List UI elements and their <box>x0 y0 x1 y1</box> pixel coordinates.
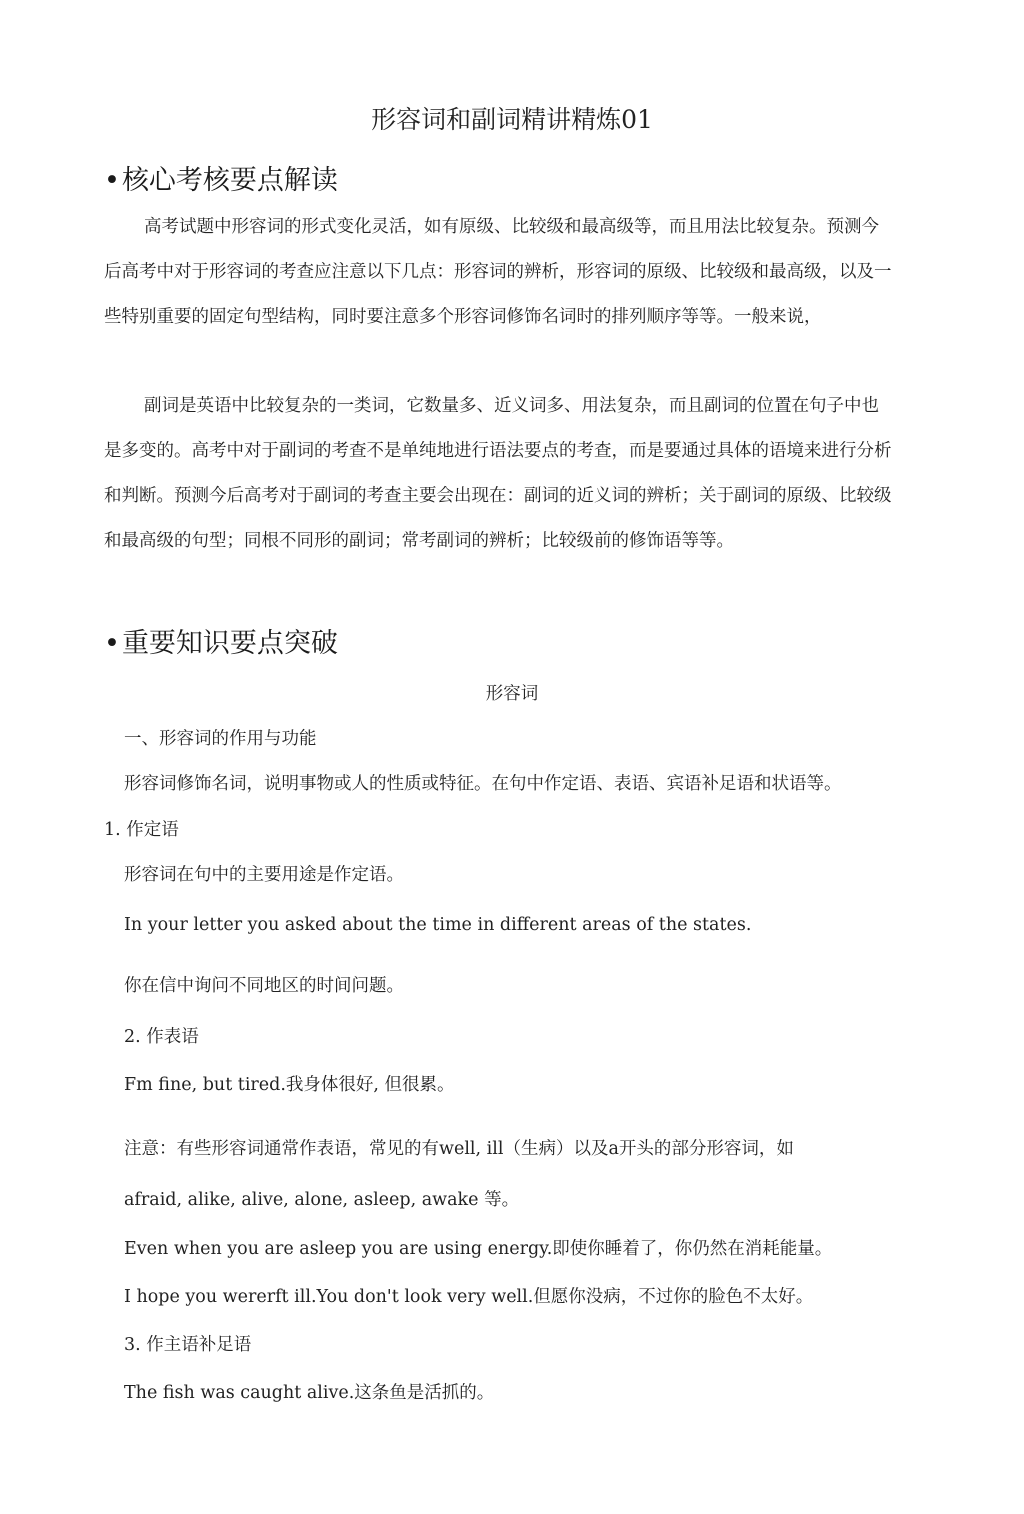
note-predicative-2: afraid, alike, alive, alone, asleep, awake 等。 <box>124 1190 520 1210</box>
text-function: 形容词修饰名词，说明事物或人的性质或特征。在句中作定语、表语、宾语补足语和状语等。 <box>124 774 842 794</box>
note-predicative-1: 注意：有些形容词通常作表语，常见的有well, ill（生病）以及a开头的部分形容词，如 <box>124 1139 794 1159</box>
example-predicative: Fm fine, but tired.我身体很好, 但很累。 <box>124 1075 455 1095</box>
item-heading-predicative: 2. 作表语 <box>124 1027 199 1047</box>
section-heading-knowledge-text: 重要知识要点突破 <box>121 628 338 659</box>
example-attributive-zh: 你在信中询问不同地区的时间问题。 <box>124 976 404 996</box>
example-attributive-en: In your letter you asked about the time in different areas of the states. <box>124 915 752 935</box>
text-attributive: 形容词在句中的主要用途是作定语。 <box>124 865 404 885</box>
paragraph-adverbs-intro: 副词是英语中比较复杂的一类词，它数量多、近义词多、用法复杂，而且副词的位置在句子中也是多变的。高考中对于副词的考查不是单纯地进行语法要点的考查，而是要通过具体的语境来进行分析和判断。预测今后高考对于副词的考查主要会出现在：副词的近义词的辨析；关于副词的原级、比较级和最高级的句型；同根不同形的副词；常考副词的辨析；比较级前的修饰语等等。 <box>104 396 892 551</box>
paragraph-adjectives-intro: 高考试题中形容词的形式变化灵活，如有原级、比较级和最高级等，而且用法比较复杂。预测今后高考中对于形容词的考查应注意以下几点：形容词的辨析，形容词的原级、比较级和最高级，以及一些特别重要的固定句型结构，同时要注意多个形容词修饰名词时的排列顺序等等。一般来说， <box>104 217 892 327</box>
section-heading-core <box>104 162 338 200</box>
item-heading-attributive: 1. 作定语 <box>104 820 179 840</box>
item-heading-subject-complement: 3. 作主语补足语 <box>124 1335 252 1355</box>
example-predicative-2: Even when you are asleep you are using energy.即使你睡着了，你仍然在消耗能量。 <box>124 1239 833 1259</box>
subtitle-adjective: 形容词 <box>485 684 539 704</box>
section-heading-core-text: 核心考核要点解读 <box>121 165 338 196</box>
bullet-icon: • <box>104 165 120 196</box>
document-title: 形容词和副词精讲精炼01 <box>371 105 653 134</box>
example-subject-complement: The fish was caught alive.这条鱼是活抓的。 <box>124 1383 495 1403</box>
part-heading-function: 一、形容词的作用与功能 <box>124 729 317 749</box>
section-heading-knowledge <box>104 625 338 663</box>
example-predicative-3: I hope you wererft ill.You don't look very well.但愿你没病，不过你的脸色不太好。 <box>124 1287 814 1307</box>
bullet-icon: • <box>104 628 120 659</box>
